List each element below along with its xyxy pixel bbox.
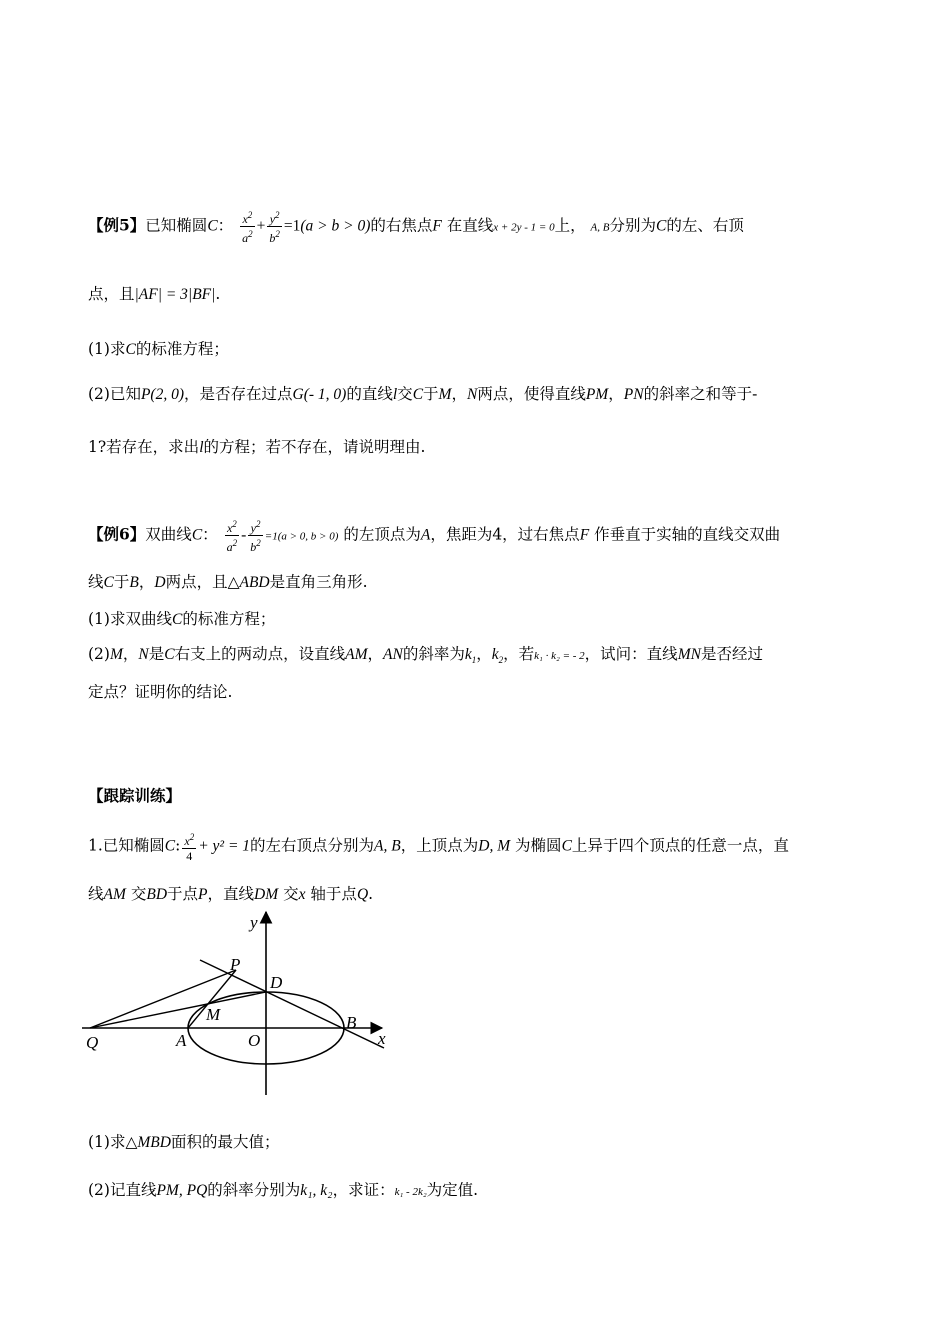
label-d: D — [270, 973, 283, 992]
ex6-q2-line-1: (2)M，N是C右支上的两动点，设直线AM，AN的斜率为$k_1$，$k_2$，若k₁ · k₂ = - 2，试问：直线MN是否经过 — [88, 645, 763, 666]
ex5-q1: (1)求C的标准方程； — [88, 340, 229, 358]
ex5-tag: 【例5】 — [88, 215, 146, 235]
ex5-frac-x: $\frac{x^2}{a^2}$ — [242, 210, 253, 245]
ex5-q2-line-2: 1?若存在，求出l的方程；若不存在，请说明理由. — [88, 438, 426, 456]
track-q2: (2)记直线PM, PQ的斜率分别为k₁, k₂，求证：k₁ - 2k₂为定值. — [88, 1181, 479, 1199]
label-y: y — [250, 913, 258, 932]
ex6-tag: 【例6】 — [88, 524, 146, 544]
ex6-line-2: 线C于B，D两点，且△ABD是直角三角形. — [88, 573, 368, 591]
ellipse-figure — [82, 910, 402, 1100]
label-b: B — [346, 1013, 357, 1032]
track-frac-x: $\frac{x^2}{4}$ — [184, 832, 195, 863]
ex5-line-1: 【例5】已知椭圆C： $\frac{x^2}{a^2}$ + $\frac{y^2}{b^2}$ =1(a > b > 0)的右焦点F 在直线x + 2y - 1 = 0上， A, B分别为C的左、右顶 — [88, 210, 744, 245]
label-x: x — [378, 1029, 386, 1048]
ex6-frac-x: $\frac{x^2}{a^2}$ — [226, 519, 238, 554]
label-a: A — [176, 1031, 187, 1050]
track-title: 【跟踪训练】 — [88, 786, 182, 805]
track-p1-line-2: 线AM 交BD于点P，直线DM 交x 轴于点Q. — [88, 885, 374, 903]
ex6-q1: (1)求双曲线C的标准方程； — [88, 610, 276, 628]
ex5-line-2: 点，且|AF| = 3|BF|. — [88, 285, 221, 303]
track-p1-line-1: 1.已知椭圆C: $\frac{x^2}{4}$ + y² = 1的左右顶点分别为A, B，上顶点为D, M 为椭圆C上异于四个顶点的任意一点，直 — [88, 832, 789, 863]
label-m: M — [206, 1005, 221, 1024]
track-q1: (1)求△MBD面积的最大值； — [88, 1133, 280, 1151]
ex5-q2-line-1: (2)已知P(2, 0)，是否存在过点G(- 1, 0)的直线l交C于M，N两点，使得直线PM，PN的斜率之和等于- — [88, 385, 758, 403]
ex6-frac-y: $\frac{y^2}{b^2}$ — [250, 519, 261, 554]
label-o: O — [248, 1031, 261, 1050]
ex6-line-1: 【例6】双曲线C： $\frac{x^2}{a^2}$ - $\frac{y^2}{b^2}$ =1(a > 0, b > 0) 的左顶点为A，焦距为4，过右焦点F 作垂直于实轴的直线交双曲 — [88, 519, 781, 554]
ex6-q2-line-2: 定点？证明你的结论. — [88, 683, 233, 701]
ex5-frac-y: $\frac{y^2}{b^2}$ — [269, 210, 280, 245]
line-dq — [90, 992, 266, 1028]
label-p: P — [230, 955, 241, 974]
label-q: Q — [86, 1033, 99, 1052]
